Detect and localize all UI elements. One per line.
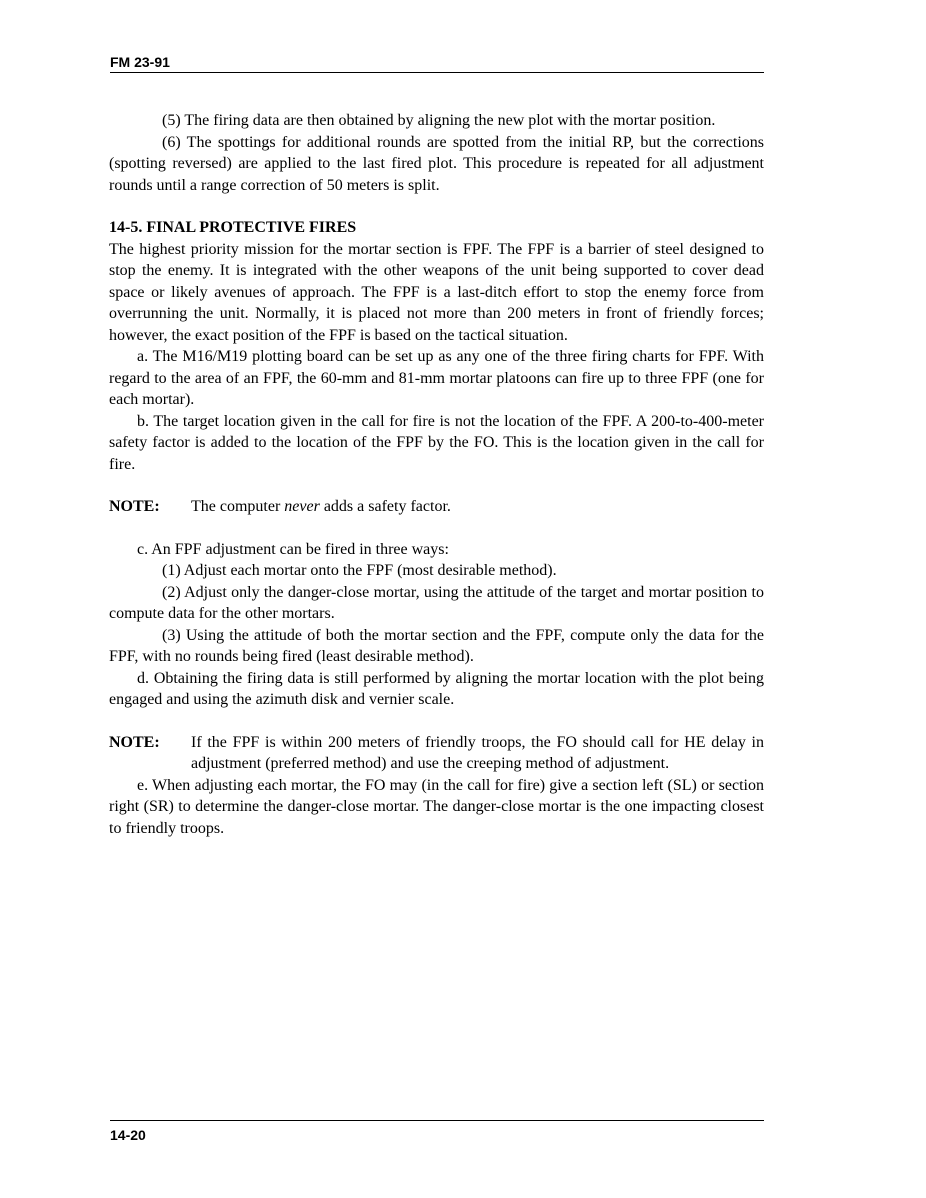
paragraph-c3: (3) Using the attitude of both the mortar section and the FPF, compute only the data for the FPF, with no rounds being fired (least desirable method). — [109, 626, 764, 665]
paragraph-b: b. The target location given in the call for fire is not the location of the FPF. A 200-to-400-meter safety factor is added to the location of the FPF by the FO. This is the location given in the call for fire. — [109, 412, 764, 473]
paragraph-c1: (1) Adjust each mortar onto the FPF (most desirable method). — [162, 562, 557, 579]
paragraph-6: (6) The spottings for additional rounds are spotted from the initial RP, but the corrections (spotting reversed) are applied to the last fired plot. This procedure is repeated for all adjustment rounds until a range correction of 50 meters is split. — [109, 133, 764, 194]
page-number: 14-20 — [110, 1127, 146, 1143]
note-text: If the FPF is within 200 meters of friendly troops, the FO should call for HE delay in adjustment (preferred method) and use the creeping method of adjustment. — [191, 733, 764, 772]
paragraph-e: e. When adjusting each mortar, the FO may (in the call for fire) give a section left (SL) or section right (SR) to determine the danger-close mortar. The danger-close mortar is the one impacting closest to friendly troops. — [109, 776, 764, 837]
footer-rule — [110, 1120, 764, 1121]
section-heading: 14-5. FINAL PROTECTIVE FIRES — [109, 219, 357, 236]
note-emphasis: never — [284, 498, 320, 515]
spacer — [109, 475, 764, 496]
paragraph-c2: (2) Adjust only the danger-close mortar, using the attitude of the target and mortar position to compute data for the other mortars. — [109, 583, 764, 622]
running-header: FM 23-91 — [110, 54, 170, 70]
note-label: NOTE: — [109, 498, 160, 515]
note-block-2 — [109, 732, 764, 775]
header-rule — [110, 72, 764, 73]
paragraph-c: c. An FPF adjustment can be fired in three ways: — [137, 540, 449, 558]
note-block-1 — [109, 496, 764, 518]
note-text-after: adds a safety factor. — [319, 498, 451, 515]
spacer — [109, 518, 764, 539]
section-intro: The highest priority mission for the mortar section is FPF. The FPF is a barrier of steel designed to stop the enemy. It is integrated with the other weapons of the unit being supported to cover dead space or likely avenues of approach. The FPF is a last-ditch effort to stop the enemy force from overrunning the unit. Normally, it is placed not more than 200 meters in front of friendly forces; however, the exact position of the FPF is based on the tactical situation. — [109, 240, 764, 344]
note-text — [191, 496, 764, 518]
spacer — [109, 711, 764, 732]
paragraph-5: (5) The firing data are then obtained by aligning the new plot with the mortar position. — [162, 112, 716, 129]
paragraph-a: a. The M16/M19 plotting board can be set up as any one of the three firing charts for FPF. With regard to the area of an FPF, the 60-mm and 81-mm mortar platoons can fire up to three FPF (one for each mortar). — [109, 348, 764, 408]
note-text-before: The computer — [191, 498, 285, 515]
page-body — [109, 110, 764, 839]
paragraph-d: d. Obtaining the firing data is still performed by aligning the mortar location with the plot being engaged and using the azimuth disk and vernier scale. — [109, 669, 764, 708]
note-label: NOTE: — [109, 733, 160, 751]
